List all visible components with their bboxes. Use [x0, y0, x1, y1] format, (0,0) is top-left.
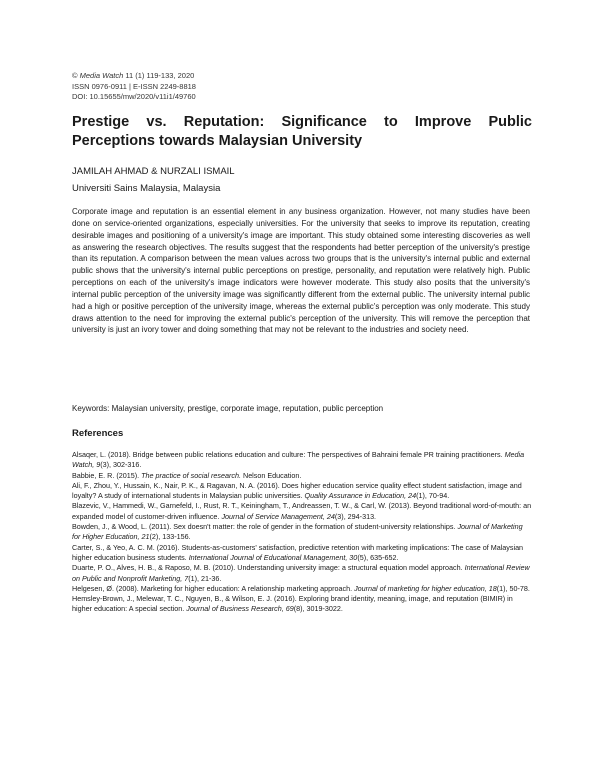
reference-item [72, 481, 532, 502]
reference-item [72, 584, 532, 594]
issn-line: ISSN 0976-0911 | E-ISSN 2249-8818 [72, 81, 196, 91]
copyright-symbol: © [72, 71, 78, 80]
reference-text: Duarte, P. O., Alves, H. B., & Raposo, M. B. (2010). Understanding university image: a structural equation model approach. [72, 563, 465, 573]
reference-pages: (1), 70-94. [416, 491, 450, 501]
reference-source: The practice of social research. [141, 470, 241, 480]
reference-pages: (8), 3019-3022. [293, 604, 343, 614]
reference-text: Ali, F., Zhou, Y., Hussain, K., Nair, P. K., & Ragavan, N. A. (2016). Does higher education service quality effect student satisfaction, image and loyalty? A study of international students in Malaysian public universities. [72, 480, 522, 501]
reference-text: Blazevic, V., Hammedi, W., Garnefeld, I., Rust, R. T., Keiningham, T., Andreassen, T. W., & Carl, W. (2013). Beyond traditional word-of-mouth: an expanded model of customer-driven influence. [72, 501, 532, 521]
journal-name: Media Watch [79, 71, 124, 80]
reference-source: Journal of marketing for higher education, 18 [354, 583, 497, 593]
reference-pages: (3), 294-313. [334, 511, 377, 521]
reference-text: Hemsley-Brown, J., Melewar, T. C., Nguyen, B., & Wilson, E. J. (2016). Exploring brand identity, meaning, image, and reputation (BIMIR) in higher education: A special section. [72, 594, 513, 614]
reference-source: International Journal of Educational Management, 30 [188, 552, 358, 562]
reference-pages: (1), 21-36. [188, 573, 222, 583]
reference-pages: Nelson Education. [241, 470, 302, 480]
paper-title: Prestige vs. Reputation: Significance to Improve Public Perceptions towards Malaysian University [72, 114, 532, 149]
reference-list [72, 450, 532, 615]
reference-item [72, 471, 532, 481]
reference-source: Quality Assurance in Education, 24 [304, 491, 417, 501]
reference-pages: (3), 302-316. [100, 460, 142, 470]
reference-item [72, 501, 532, 522]
citation-header [72, 71, 196, 103]
reference-pages: (5), 635-652. [357, 552, 399, 562]
reference-item [72, 563, 532, 584]
citation-line [72, 71, 196, 82]
author-affiliation: Universiti Sains Malaysia, Malaysia [72, 183, 221, 194]
author-names: JAMILAH AHMAD & NURZALI ISMAIL [72, 166, 235, 177]
reference-source: Journal of Business Research, 69 [186, 604, 294, 614]
abstract: Corporate image and reputation is an essential element in any business organization. However, not many studies have been done on service-oriented organizations, especially universities. For the university that seeks to improve its reputation, creating desirable images and positioning of a university's image are important. This study obtained some interesting discoveries as well as answering the research objectives. The results suggest that the respondents had better perception of the university's prestige than its reputation. A comparison between the mean values across two groups that is the university's internal public and external public shows that the university's internal public perceptions on prestige, personality, and reputation were relatively high. Public perceptions on each of the university's image indicators were however moderate. This study also posits that the university's internal public perception of the university image was significantly different from the external public. The university internal public had a high or positive perception of the university image, whereas the external public's perception was only moderate. This study draws attention to the need for improving the external public's perception of the university. This will remove the perception that university is just an ivory tower and doing something that may not be relevant to the industries and society need. [72, 207, 530, 335]
reference-item [72, 522, 532, 543]
reference-item [72, 543, 532, 564]
reference-text: Carter, S., & Yeo, A. C. M. (2016). Students-as-customers' satisfaction, predictive retention with marketing implications: The case of Malaysian higher education business students. [72, 542, 524, 562]
reference-source: Media Watch, 9 [72, 450, 525, 470]
reference-text: Helgesen, Ø. (2008). Marketing for higher education: A relationship marketing approach. [72, 583, 355, 593]
reference-pages: (1), 50-78. [496, 583, 530, 593]
reference-item [72, 594, 532, 615]
reference-source: International Review on Public and Nonprofit Marketing, 7 [72, 563, 530, 583]
reference-pages: (2), 133-156. [149, 532, 191, 542]
reference-text: Bowden, J., & Wood, L. (2011). Sex doesn't matter: the role of gender in the formation of student-university relationships. [72, 522, 458, 532]
references-heading: References [72, 428, 124, 439]
doi-line: DOI: 10.15655/mw/2020/v11i1/49760 [72, 92, 196, 101]
reference-source: Journal of Marketing for Higher Education, 21 [72, 522, 523, 542]
volume-info: 11 (1) 119-133, 2020 [125, 71, 195, 80]
author-block [72, 163, 235, 197]
keywords: Keywords: Malaysian university, prestige, corporate image, reputation, public perception [72, 404, 384, 413]
reference-item [72, 450, 532, 471]
reference-source: Journal of Service Management, 24 [221, 511, 335, 521]
reference-text: Babbie, E. R. (2015). [72, 470, 142, 480]
reference-text: Alsaqer, L. (2018). Bridge between public relations education and culture: The perspectives of Bahraini female PR training practitioners. [72, 450, 505, 459]
